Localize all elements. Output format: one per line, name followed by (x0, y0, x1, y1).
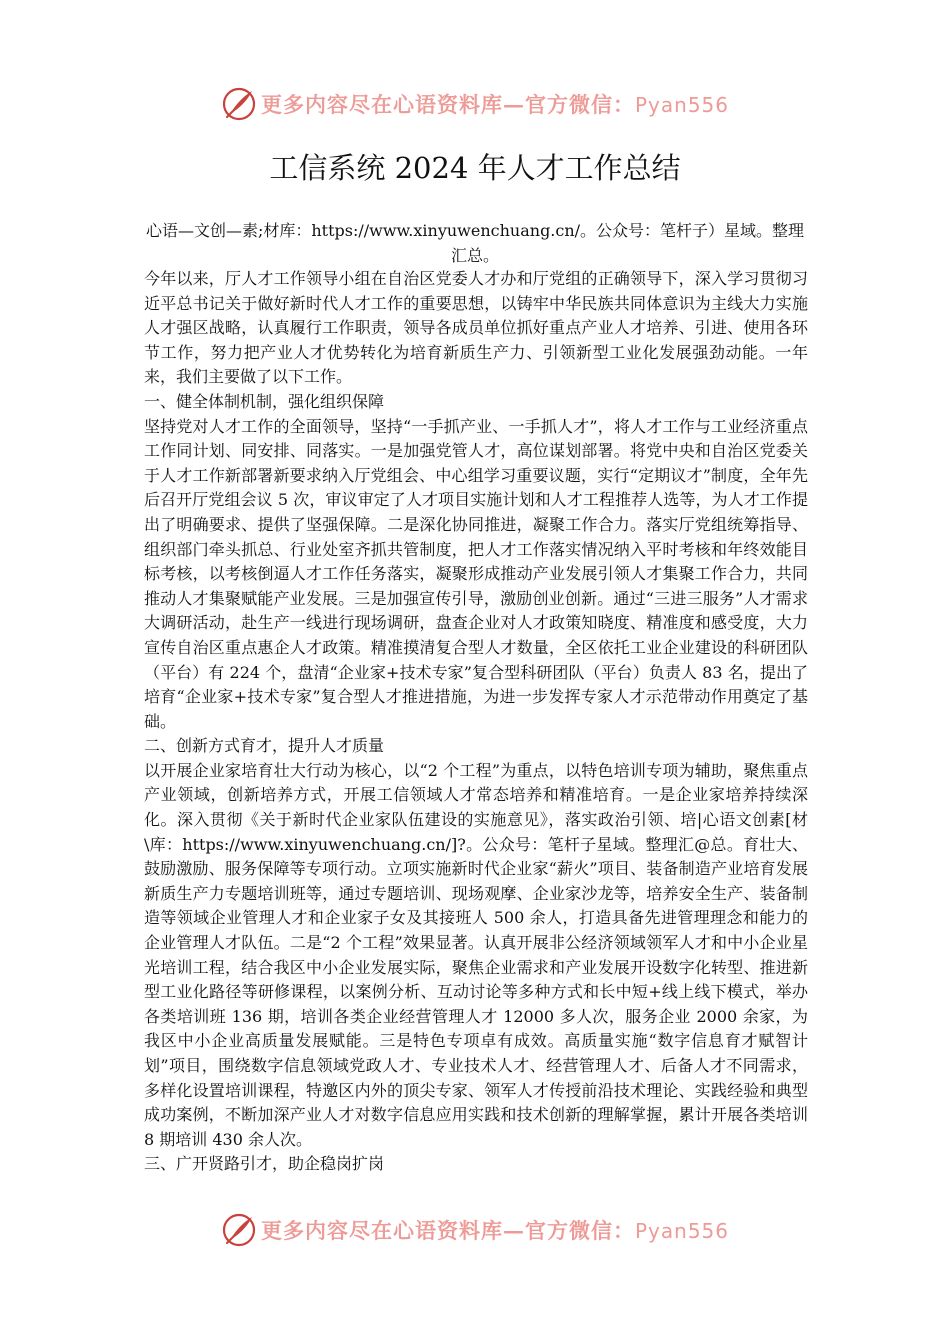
banner-text-cn: 更多内容尽在心语资料库—官方微信： (260, 1218, 635, 1243)
banner-text-cn: 更多内容尽在心语资料库—官方微信： (260, 92, 635, 117)
banner-text (261, 1215, 729, 1245)
document-body (144, 267, 808, 1177)
source-note: 心语—文创—素;材库：https://www.xinyuwenchuang.cn/。公众号：笔杆子）星域。整理汇总。 (145, 221, 805, 265)
section-heading-2: 二、创新方式育才，提升人才质量 (144, 736, 385, 756)
banner-wechat-id: Pyan556 (634, 93, 729, 117)
banner-wechat-id: Pyan556 (634, 1219, 729, 1243)
document-title: 工信系统 2024 年人才工作总结 (269, 151, 681, 185)
section-heading-3: 三、广开贤路引才，助企稳岗扩岗 (144, 1154, 385, 1174)
banner-text (261, 89, 729, 119)
quill-logo-icon (221, 1212, 257, 1248)
paragraph-section-1: 坚持党对人才工作的全面领导，坚持“一手抓产业、一手抓人才”，将人才工作与工业经济重点工作同计划、同安排、同落实。一是加强党管人才，高位谋划部署。将党中央和自治区党委关于人才工作新部署新要求纳入厅党组会、中心组学习重要议题，实行“定期议才”制度，全年先后召开厅党组会议 5 次，审议审定了人才项目实施计划和人才工程推荐人选等，为人才工作提出了明确要求、提供了坚强保障。二是深化协同推进，凝聚工作合力。落实厅党组统筹指导、组织部门牵头抓总、行业处室齐抓共管制度，把人才工作落实情况纳入平时考核和年终效能目标考核，以考核倒逼人才工作任务落实，凝聚形成推动产业发展引领人才集聚工作合力，共同推动人才集聚赋能产业发展。三是加强宣传引导，激励创业创新。通过“三进三服务”人才需求大调研活动，赴生产一线进行现场调研，盘查企业对人才政策知晓度、精准度和感受度，大力宣传自治区重点惠企人才政策。精准摸清复合型人才数量，全区依托工业企业建设的科研团队（平台）有 224 个，盘清“企业家+技术专家”复合型科研团队（平台）负责人 83 名，提出了培育“企业家+技术专家”复合型人才推进措施，为进一步发挥专家人才示范带动作用奠定了基础。 (144, 416, 808, 731)
section-heading-1: 一、健全体制机制，强化组织保障 (144, 391, 385, 411)
quill-logo-icon (221, 86, 257, 122)
paragraph-intro: 今年以来，厅人才工作领导小组在自治区党委人才办和厅党组的正确领导下，深入学习贯彻习近平总书记关于做好新时代人才工作的重要思想，以铸牢中华民族共同体意识为主线大力实施人才强区战略，认真履行工作职责，领导各成员单位抓好重点产业人才培养、引进、使用各环节工作，努力把产业人才优势转化为培育新质生产力、引领新型工业化发展强劲动能。一年来，我们主要做了以下工作。 (144, 269, 808, 387)
header-banner (0, 82, 950, 126)
paragraph-section-2: 以开展企业家培育壮大行动为核心，以“2 个工程”为重点，以特色培训专项为辅助，聚焦重点产业领域，创新培养方式，开展工信领域人才常态培养和精准培育。一是企业家培养持续深化。深入贯彻《关于新时代企业家队伍建设的实施意见》，落实政治引领、培|心语文创素[材\库：https://www.xinyuwenchuang.cn/]?。公众号：笔杆子星域。整理汇@总。育壮大、鼓励激励、服务保障等专项行动。立项实施新时代企业家“薪火”项目、装备制造产业培育发展新质生产力专题培训班等，通过专题培训、现场观摩、企业家沙龙等，培养安全生产、装备制造等领域企业管理人才和企业家子女及其接班人 500 余人，打造具备先进管理理念和能力的企业管理人才队伍。二是“2 个工程”效果显著。认真开展非公经济领域领军人才和中小企业星光培训工程，结合我区中小企业发展实际，聚焦企业需求和产业发展开设数字化转型、推进新型工业化路径等研修课程，以案例分析、互动讨论等多种方式和长中短+线上线下模式，举办各类培训班 136 期，培训各类企业经营管理人才 12000 多人次，服务企业 2000 余家，为我区中小企业高质量发展赋能。三是特色专项卓有成效。高质量实施“数字信息育才赋智计划”项目，围绕数字信息领域党政人才、专业技术人才、经营管理人才、后备人才不同需求，多样化设置培训课程，特邀区内外的顶尖专家、领军人才传授前沿技术理论、实践经验和典型成功案例，不断加深产业人才对数字信息应用实践和技术创新的理解掌握，累计开展各类培训 8 期培训 430 余人次。 (144, 760, 808, 1149)
footer-banner (0, 1208, 950, 1252)
